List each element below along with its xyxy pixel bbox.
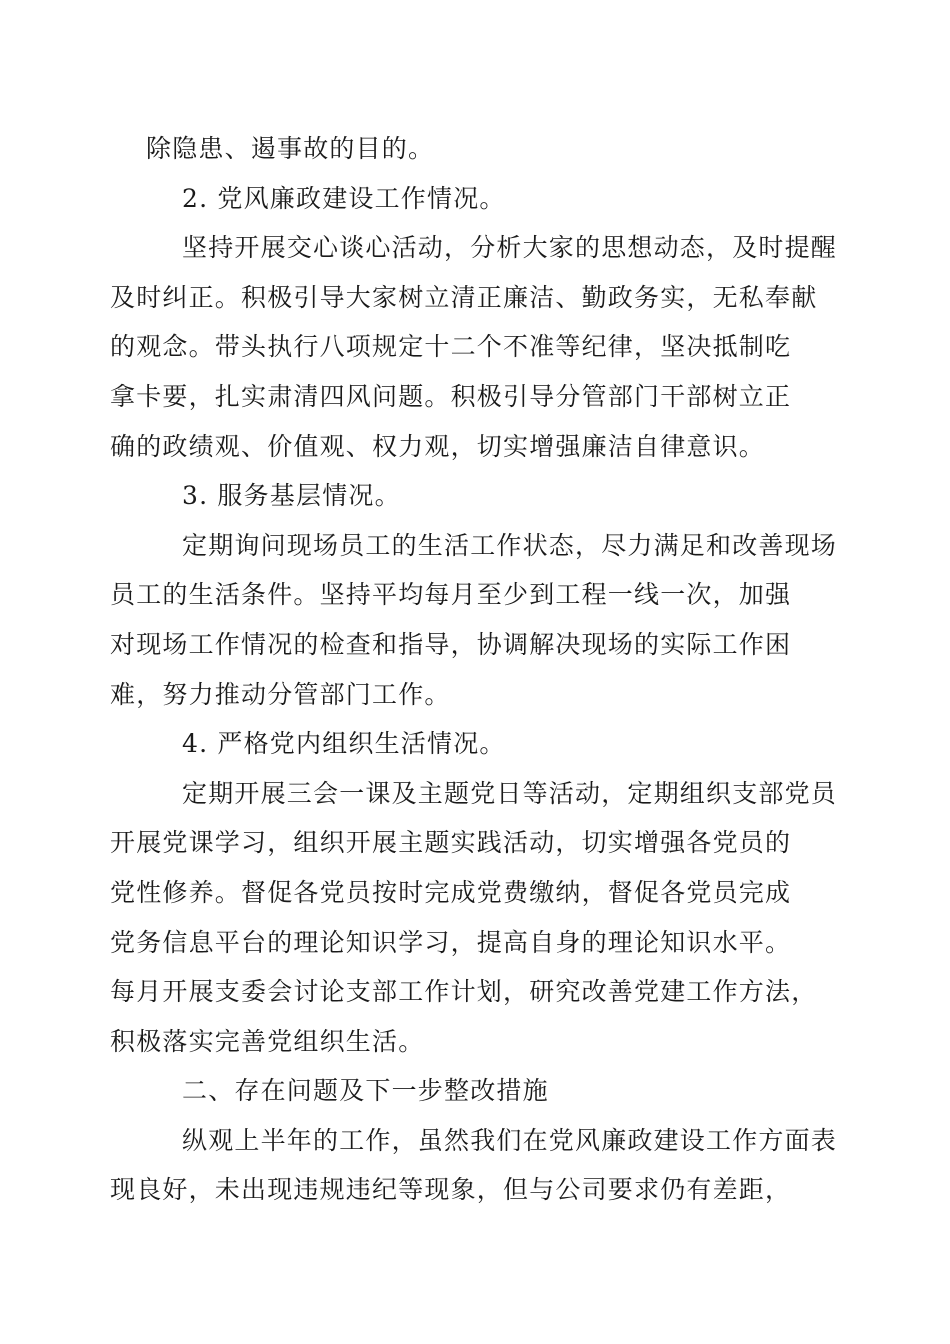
text-line: 每月开展支委会讨论支部工作计划，研究改善党建工作方法， <box>110 977 818 1007</box>
text-line: 积极落实完善党组织生活。 <box>110 1026 425 1056</box>
section-heading-grassroots-service <box>146 471 836 521</box>
text-line: 党性修养。督促各党员按时完成党费缴纳，督促各党员完成 <box>110 877 792 907</box>
text-line: 纵观上半年的工作，虽然我们在党风廉政建设工作方面表 <box>182 1125 838 1155</box>
text-line: 定期开展三会一课及主题党日等活动，定期组织支部党员 <box>182 778 838 808</box>
text-line: 4. 严格党内组织生活情况。 <box>182 729 506 759</box>
section-heading-party-conduct <box>146 174 836 224</box>
text-line: 拿卡要，扎实肃清四风问题。积极引导分管部门干部树立正 <box>110 381 792 411</box>
text-line: 坚持开展交心谈心活动，分析大家的思想动态，及时提醒 <box>182 233 838 263</box>
paragraph-continuation <box>146 124 836 174</box>
text-line: 除隐患、遏事故的目的。 <box>146 134 435 163</box>
text-line: 难，努力推动分管部门工作。 <box>110 679 451 709</box>
text-line: 的观念。带头执行八项规定十二个不准等纪律，坚决抵制吃 <box>110 332 792 362</box>
text-line: 开展党课学习，组织开展主题实践活动，切实增强各党员的 <box>110 828 792 858</box>
text-line: 确的政绩观、价值观、权力观，切实增强廉洁自律意识。 <box>110 431 766 461</box>
text-line: 二、存在问题及下一步整改措施 <box>182 1076 549 1106</box>
text-line: 及时纠正。积极引导大家树立清正廉洁、勤政务实，无私奉献 <box>110 282 818 312</box>
text-line: 对现场工作情况的检查和指导，协调解决现场的实际工作困 <box>110 629 792 659</box>
text-line: 现良好，未出现违规违纪等现象，但与公司要求仍有差距， <box>110 1175 792 1205</box>
text-line: 定期询问现场员工的生活工作状态，尽力满足和改善现场 <box>182 530 838 560</box>
text-line: 员工的生活条件。坚持平均每月至少到工程一线一次，加强 <box>110 580 792 610</box>
text-line: 2. 党风廉政建设工作情况。 <box>182 183 506 213</box>
text-line: 党务信息平台的理论知识学习，提高自身的理论知识水平。 <box>110 927 792 957</box>
section-heading-problems <box>146 1066 836 1116</box>
document-body <box>110 124 838 1215</box>
text-line: 3. 服务基层情况。 <box>182 481 401 511</box>
paragraph-grassroots-service <box>110 521 838 719</box>
section-heading-party-life <box>146 719 836 769</box>
paragraph-problems <box>110 1116 838 1215</box>
paragraph-party-conduct <box>110 223 838 471</box>
paragraph-party-life <box>110 769 838 1067</box>
